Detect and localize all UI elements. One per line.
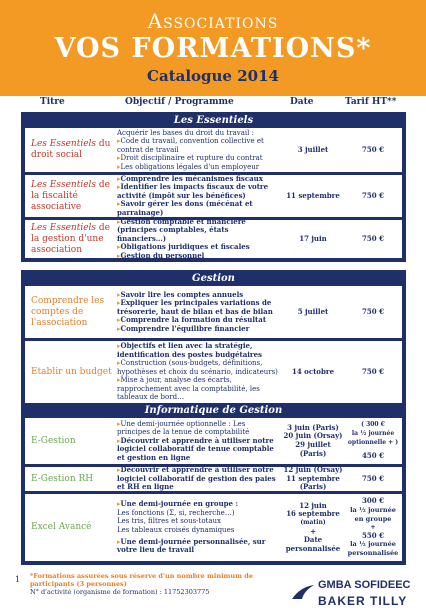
table-row (25, 467, 402, 491)
row-program: ▸ Objectifs et lien avec la stratégie, identification des postes budgétaires ▸ Construction (sous-budgets, définitions, hypothèses et choix du scénario, indicateurs) ▸ Mise à jour, analyse des écarts, rapprochement avec la comptabilité, les tableaux de bord… (117, 341, 279, 403)
col-tarif: Tarif HT** (345, 97, 397, 107)
header-formations: VOS FORMATIONS* (54, 33, 372, 64)
page-number: 1 (15, 575, 21, 584)
col-titre: Titre (40, 97, 65, 107)
row-date: 3 juillet (297, 144, 329, 154)
catalogue-header (0, 0, 426, 96)
panel-essentiels (21, 112, 406, 262)
row-program: ▸ Gestion comptable et financière (principes comptables, états financiers…) ▸ Obligations juridiques et fiscales ▸ Gestion du personnel (117, 220, 279, 258)
row-date: 3 juin (Paris) 20 juin (Orsay) 29 juillet (Paris) (283, 422, 343, 458)
row-price: 750 € (362, 366, 384, 376)
row-date: 14 octobre (291, 366, 335, 376)
row-program: Acquérir les bases du droit du travail : ▸ Code du travail, convention collective et contrat de travail ▸ Droit disciplinaire et rupture du contrat ▸ Les obligations légales d'un employeur (117, 128, 279, 172)
row-date: 12 juin (Orsay) 11 septembre (Paris) (283, 465, 343, 492)
row-price: 750 € (362, 306, 384, 316)
row-date: 11 septembre (286, 190, 340, 200)
row-program: ▸ Une demi-journée en groupe : Les fonctions (Σ, si, recherche…) Les tris, filtres et sous-totaux Les tableaux croisés dynamiques ▸ Une demi-journée personnalisée, sur votre lieu de travail (117, 494, 279, 561)
row-price: 750 € (362, 144, 384, 154)
row-title: Les Essentiels de la gestion d'une association (31, 222, 110, 255)
row-date: 5 juillet (297, 306, 329, 316)
row-date: 12 juin 16 septembre (matin) + Date personnalisée (285, 500, 341, 553)
table-row (25, 286, 402, 338)
table-row (25, 418, 402, 464)
col-date: Date (290, 97, 314, 107)
row-title: Excel Avancé (31, 522, 92, 532)
row-title: Etablir un budget (31, 366, 112, 377)
col-objectif: Objectif / Programme (125, 97, 234, 107)
row-program: ▸ Découvrir et apprendre à utiliser notre logiciel collaboratif de gestion des paies et RH en ligne (117, 467, 279, 491)
section-gestion: Gestion (192, 273, 235, 284)
section-informatique: Informatique de Gestion (144, 405, 283, 416)
row-title: Les Essentiels de la fiscalité associative (31, 179, 110, 212)
table-row (25, 216, 402, 260)
row-price: 750 € (362, 233, 384, 243)
row-title: E-Gestion RH (31, 473, 94, 484)
gmba-logo: GMBA SOFIDEEC BAKER TILLY (290, 575, 420, 613)
section-essentiels: Les Essentiels (173, 115, 254, 126)
row-price: 300 € la ½ journée en groupe + 550 € la ½ journée personnalisée (347, 496, 399, 557)
row-title: Comprendre les comptes de l'association (31, 295, 105, 328)
footer-note: *Formations assurées sous réserve d'un nombre minimum de participants (3 personnes) N° d'activité (organisme de formation) : 11752303775 (30, 572, 253, 596)
row-date: 17 juin (299, 233, 327, 243)
table-row (25, 175, 402, 217)
row-price: ( 300 € la ½ journée optionnelle + ) 450 € (347, 421, 399, 461)
header-catalogue: Catalogue 2014 (147, 67, 279, 85)
row-price: 750 € (362, 190, 384, 200)
header-associations: Associations (147, 9, 279, 33)
bird-logo-icon (290, 581, 316, 607)
table-row (25, 494, 402, 561)
row-program: ▸ Savoir lire les comptes annuels ▸ Expliquer les principales variations de trésorerie, haut de bilan et bas de bilan ▸ Comprendre la formation du résultat ▸ Comprendre l'équilibre financier (117, 286, 279, 338)
row-program: ▸ Comprendre les mécanismes fiscaux ▸ Identifier les impacts fiscaux de votre activité (impôt sur les bénéfices) ▸ Savoir gérer les dons (mécénat et parrainage) (117, 175, 279, 217)
row-title: Les Essentiels du droit social (31, 139, 111, 160)
panel-gestion (21, 270, 406, 565)
row-program: ▸ Une demi-journée optionnelle : Les principes de la tenue de comptabilité ▸ Découvrir et apprendre à utiliser notre logiciel collaboratif de tenue comptable et gestion en ligne (117, 418, 279, 464)
row-price: 750 € (362, 473, 384, 483)
table-row (25, 128, 402, 172)
table-row (25, 341, 402, 403)
row-title: E-Gestion (31, 435, 76, 446)
